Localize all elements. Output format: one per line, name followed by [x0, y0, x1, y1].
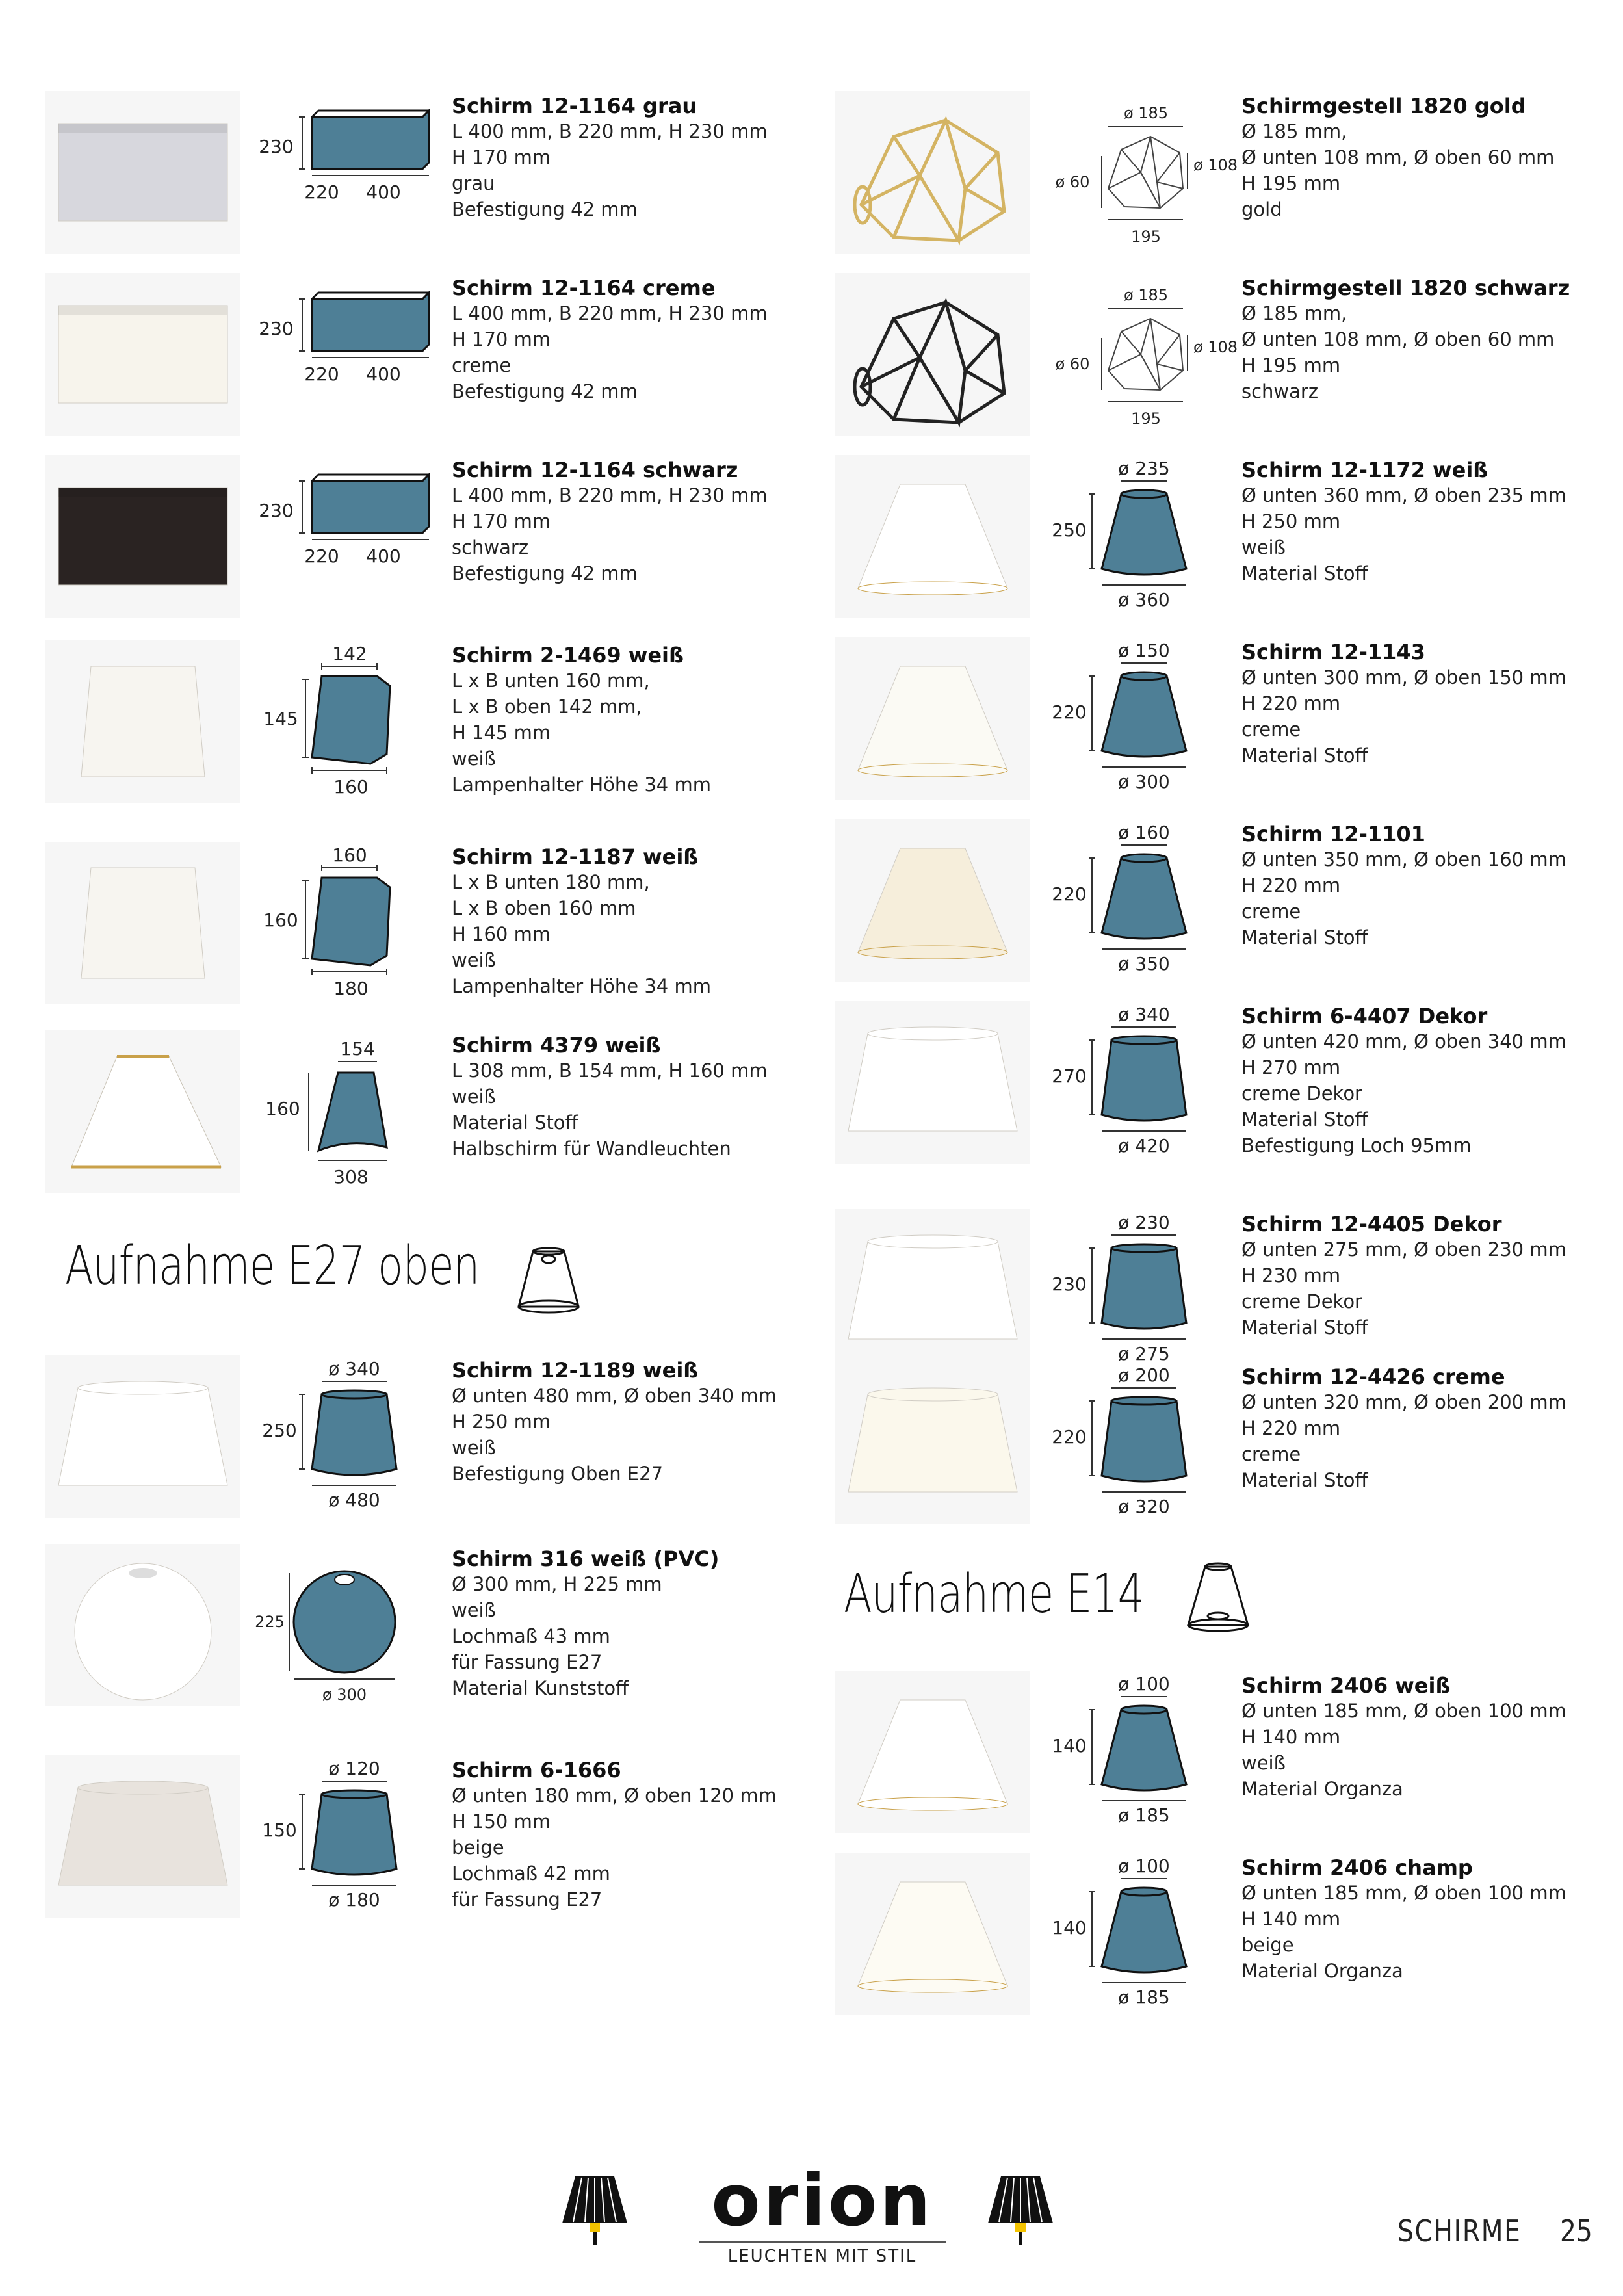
product-item: [45, 842, 838, 1004]
spec-line: L 400 mm, B 220 mm, H 230 mm: [452, 302, 768, 324]
spec-line: grau: [452, 172, 495, 194]
product-specs: [452, 1033, 842, 1162]
product-specs: [1241, 822, 1623, 950]
product-photo: [45, 842, 240, 1004]
product-item: [45, 455, 838, 618]
product-item: [835, 273, 1623, 436]
dimension-diagram: [1037, 637, 1232, 800]
svg-text:220: 220: [304, 545, 339, 567]
spec-line: Ø unten 185 mm, Ø oben 100 mm: [1241, 1882, 1566, 1904]
dimension-diagram: [247, 1544, 442, 1706]
product-item: [45, 1355, 838, 1518]
spec-line: Ø unten 108 mm, Ø oben 60 mm: [1241, 328, 1555, 350]
spec-line: Ø unten 360 mm, Ø oben 235 mm: [1241, 484, 1566, 506]
spec-line: Material Stoff: [452, 1112, 578, 1134]
spec-line: Ø unten 480 mm, Ø oben 340 mm: [452, 1385, 777, 1407]
svg-text:220: 220: [1052, 1426, 1087, 1448]
spec-line: weiß: [452, 949, 496, 971]
spec-line: gold: [1241, 198, 1282, 220]
svg-text:180: 180: [333, 978, 369, 999]
spec-line: creme: [1241, 718, 1301, 740]
spec-line: Material Organza: [1241, 1960, 1403, 1982]
svg-text:220: 220: [304, 181, 339, 203]
spec-line: L x B unten 160 mm,: [452, 670, 650, 692]
product-item: [45, 1755, 838, 1918]
svg-text:ø 180: ø 180: [328, 1889, 380, 1911]
product-photo: [835, 1671, 1030, 1833]
svg-text:230: 230: [1052, 1273, 1087, 1295]
product-specs: [1241, 276, 1623, 404]
spec-line: weiß: [452, 1437, 496, 1459]
product-photo: [835, 1853, 1030, 2015]
spec-line: Lampenhalter Höhe 34 mm: [452, 975, 711, 997]
spec-line: creme: [452, 354, 512, 376]
product-title: Schirm 4379 weiß: [452, 1033, 661, 1058]
svg-text:230: 230: [259, 136, 294, 157]
product-specs: [1241, 458, 1623, 586]
svg-text:400: 400: [366, 363, 401, 385]
svg-text:ø 160: ø 160: [1118, 822, 1170, 843]
spec-line: Halbschirm für Wandleuchten: [452, 1138, 731, 1160]
spec-line: für Fassung E27: [452, 1888, 603, 1911]
dimension-diagram: [1037, 91, 1238, 254]
svg-text:230: 230: [259, 500, 294, 521]
spec-line: H 170 mm: [452, 146, 551, 168]
product-item: [835, 1671, 1623, 1833]
product-title: Schirm 12-4405 Dekor: [1241, 1212, 1502, 1236]
spec-line: L x B oben 160 mm: [452, 897, 636, 919]
product-item: [835, 637, 1623, 800]
spec-line: beige: [1241, 1934, 1294, 1956]
product-title: Schirm 12-1101: [1241, 822, 1425, 846]
svg-text:195: 195: [1131, 228, 1161, 246]
spec-line: weiß: [1241, 536, 1286, 558]
spec-line: Lochmaß 42 mm: [452, 1862, 610, 1885]
svg-text:ø 200: ø 200: [1118, 1364, 1170, 1386]
svg-text:145: 145: [263, 708, 298, 729]
spec-line: Ø unten 275 mm, Ø oben 230 mm: [1241, 1238, 1566, 1260]
spec-line: L x B oben 142 mm,: [452, 696, 642, 718]
dimension-diagram: [1037, 1362, 1232, 1524]
product-specs: [452, 94, 842, 222]
svg-text:140: 140: [1052, 1735, 1087, 1756]
spec-line: Ø unten 350 mm, Ø oben 160 mm: [1241, 848, 1566, 870]
svg-text:140: 140: [1052, 1917, 1087, 1938]
product-specs: [452, 1358, 842, 1487]
dimension-diagram: [1037, 1853, 1232, 2015]
product-title: Schirm 12-1189 weiß: [452, 1358, 699, 1383]
product-item: [45, 1544, 838, 1706]
spec-line: Befestigung 42 mm: [452, 562, 638, 584]
product-item: [835, 455, 1623, 618]
dimension-diagram: [1037, 1671, 1232, 1833]
product-specs: [452, 1758, 842, 1912]
product-photo: [835, 455, 1030, 618]
dimension-diagram: [1037, 455, 1232, 618]
product-title: Schirm 12-1187 weiß: [452, 844, 699, 869]
product-title: Schirm 12-1164 grau: [452, 94, 697, 118]
product-title: Schirm 316 weiß (PVC): [452, 1546, 720, 1571]
spec-line: Befestigung 42 mm: [452, 198, 638, 220]
product-title: Schirm 6-1666: [452, 1758, 621, 1782]
spec-line: weiß: [1241, 1752, 1286, 1774]
product-specs: [1241, 1855, 1623, 1984]
spec-line: H 250 mm: [452, 1411, 551, 1433]
product-item: [45, 273, 838, 436]
svg-text:ø 480: ø 480: [328, 1489, 380, 1511]
product-title: Schirm 2406 champ: [1241, 1855, 1473, 1880]
svg-text:ø 100: ø 100: [1118, 1673, 1170, 1695]
svg-text:270: 270: [1052, 1065, 1087, 1087]
svg-text:195: 195: [1131, 410, 1161, 428]
product-photo: [45, 1355, 240, 1518]
product-title: Schirm 12-1164 creme: [452, 276, 716, 300]
spec-line: Befestigung 42 mm: [452, 380, 638, 402]
svg-text:ø 185: ø 185: [1118, 1805, 1170, 1826]
product-photo: [45, 1544, 240, 1706]
spec-line: H 220 mm: [1241, 1417, 1341, 1439]
spec-line: H 220 mm: [1241, 874, 1341, 896]
svg-text:ø 120: ø 120: [328, 1758, 380, 1779]
svg-text:ø 235: ø 235: [1118, 458, 1170, 479]
svg-text:230: 230: [259, 318, 294, 339]
product-photo: [835, 1209, 1030, 1372]
spec-line: Material Kunststoff: [452, 1677, 629, 1699]
lamp-icon: [559, 2171, 630, 2249]
spec-line: Lochmaß 43 mm: [452, 1625, 610, 1647]
product-item: [45, 640, 838, 803]
spec-line: Material Stoff: [1241, 1108, 1368, 1130]
section-title-e14: Aufnahme E14: [844, 1563, 1144, 1625]
product-title: Schirm 12-1143: [1241, 640, 1425, 664]
spec-line: Befestigung Loch 95mm: [1241, 1134, 1472, 1156]
svg-text:160: 160: [332, 844, 367, 866]
svg-text:ø 60: ø 60: [1055, 173, 1090, 191]
spec-line: Ø unten 320 mm, Ø oben 200 mm: [1241, 1391, 1566, 1413]
svg-text:ø 185: ø 185: [1123, 104, 1169, 122]
svg-text:ø 185: ø 185: [1123, 286, 1169, 304]
spec-line: Material Stoff: [1241, 562, 1368, 584]
product-item: [45, 91, 838, 254]
svg-text:ø 360: ø 360: [1118, 589, 1170, 610]
svg-text:250: 250: [1052, 519, 1087, 541]
product-specs: [1241, 1673, 1623, 1802]
product-specs: [1241, 1212, 1623, 1340]
dimension-diagram: [247, 1030, 442, 1193]
spec-line: H 250 mm: [1241, 510, 1341, 532]
dimension-diagram: [247, 273, 442, 436]
spec-line: creme Dekor: [1241, 1082, 1362, 1104]
spec-line: Material Stoff: [1241, 1469, 1368, 1491]
svg-text:ø 150: ø 150: [1118, 640, 1170, 661]
spec-line: weiß: [452, 748, 496, 770]
spec-line: H 195 mm: [1241, 354, 1341, 376]
svg-text:160: 160: [333, 776, 369, 798]
svg-text:400: 400: [366, 181, 401, 203]
product-photo: [45, 91, 240, 254]
product-title: Schirm 12-1164 schwarz: [452, 458, 738, 482]
product-photo: [835, 819, 1030, 982]
spec-line: Material Stoff: [1241, 926, 1368, 948]
product-item: [835, 91, 1623, 254]
spec-line: H 170 mm: [452, 510, 551, 532]
spec-line: H 140 mm: [1241, 1908, 1341, 1930]
lamp-icon: [985, 2171, 1056, 2249]
svg-text:160: 160: [263, 909, 298, 931]
product-photo: [835, 1362, 1030, 1524]
page-number: 25: [1560, 2213, 1592, 2249]
svg-text:ø 420: ø 420: [1118, 1135, 1170, 1156]
spec-line: Lampenhalter Höhe 34 mm: [452, 774, 711, 796]
product-photo: [835, 273, 1030, 436]
spec-line: Ø unten 108 mm, Ø oben 60 mm: [1241, 146, 1555, 168]
brand-wordmark: orion: [711, 2159, 933, 2242]
spec-line: beige: [452, 1836, 504, 1859]
spec-line: L 308 mm, B 154 mm, H 160 mm: [452, 1060, 768, 1082]
product-specs: [452, 276, 842, 404]
svg-text:154: 154: [340, 1038, 375, 1060]
spec-line: H 230 mm: [1241, 1264, 1341, 1286]
dimension-diagram: [1037, 273, 1238, 436]
spec-line: Ø unten 185 mm, Ø oben 100 mm: [1241, 1700, 1566, 1722]
dimension-diagram: [247, 842, 442, 1004]
svg-text:ø 300: ø 300: [322, 1686, 367, 1704]
product-item: [835, 1853, 1623, 2015]
product-item: [835, 1362, 1623, 1524]
spec-line: L 400 mm, B 220 mm, H 230 mm: [452, 484, 768, 506]
product-title: Schirm 2-1469 weiß: [452, 643, 684, 668]
spec-line: creme: [1241, 900, 1301, 922]
product-photo: [835, 637, 1030, 800]
spec-line: H 270 mm: [1241, 1056, 1341, 1078]
product-photo: [835, 1001, 1030, 1164]
product-title: Schirmgestell 1820 gold: [1241, 94, 1526, 118]
product-item: [835, 819, 1623, 982]
svg-text:ø 275: ø 275: [1118, 1343, 1170, 1364]
product-photo: [45, 1755, 240, 1918]
spec-line: Ø 300 mm, H 225 mm: [452, 1573, 662, 1595]
spec-line: für Fassung E27: [452, 1651, 603, 1673]
spec-line: H 150 mm: [452, 1810, 551, 1833]
spec-line: weiß: [452, 1599, 496, 1621]
lampshade-outline-icon: [1183, 1560, 1254, 1641]
product-item: [835, 1001, 1623, 1164]
svg-text:308: 308: [333, 1166, 369, 1188]
brand-logo: [699, 2159, 946, 2266]
spec-line: H 170 mm: [452, 328, 551, 350]
spec-line: Ø unten 180 mm, Ø oben 120 mm: [452, 1784, 777, 1807]
spec-line: H 160 mm: [452, 923, 551, 945]
section-title-e27: Aufnahme E27 oben: [65, 1235, 480, 1297]
product-item: [45, 1030, 838, 1193]
svg-text:150: 150: [262, 1820, 297, 1841]
svg-text:160: 160: [265, 1098, 300, 1119]
dimension-diagram: [247, 1355, 442, 1518]
product-specs: [1241, 94, 1623, 222]
product-specs: [452, 844, 842, 999]
spec-line: Ø unten 300 mm, Ø oben 150 mm: [1241, 666, 1566, 688]
product-title: Schirm 6-4407 Dekor: [1241, 1004, 1488, 1028]
spec-line: schwarz: [1241, 380, 1319, 402]
dimension-diagram: [247, 1755, 442, 1918]
spec-line: Befestigung Oben E27: [452, 1463, 664, 1485]
spec-line: Material Organza: [1241, 1778, 1403, 1800]
dimension-diagram: [247, 455, 442, 618]
svg-text:ø 100: ø 100: [1118, 1855, 1170, 1877]
product-title: Schirm 12-1172 weiß: [1241, 458, 1488, 482]
spec-line: creme: [1241, 1443, 1301, 1465]
product-specs: [1241, 1364, 1623, 1493]
spec-line: Material Stoff: [1241, 1316, 1368, 1338]
product-photo: [835, 91, 1030, 254]
svg-text:ø 300: ø 300: [1118, 771, 1170, 792]
product-photo: [45, 273, 240, 436]
svg-text:220: 220: [1052, 701, 1087, 723]
spec-line: L x B unten 180 mm,: [452, 871, 650, 893]
spec-line: schwarz: [452, 536, 529, 558]
spec-line: H 145 mm: [452, 722, 551, 744]
product-title: Schirm 12-4426 creme: [1241, 1364, 1505, 1389]
spec-line: Material Stoff: [1241, 744, 1368, 766]
svg-text:ø 350: ø 350: [1118, 953, 1170, 974]
product-photo: [45, 640, 240, 803]
section-label: SCHIRME: [1397, 2213, 1522, 2249]
product-photo: [45, 1030, 240, 1193]
svg-text:ø 60: ø 60: [1055, 355, 1090, 373]
brand-tagline: LEUCHTEN MIT STIL: [699, 2241, 946, 2266]
spec-line: weiß: [452, 1086, 496, 1108]
product-specs: [1241, 640, 1623, 768]
product-title: Schirm 2406 weiß: [1241, 1673, 1451, 1698]
svg-text:ø 340: ø 340: [328, 1358, 380, 1379]
svg-text:ø 108: ø 108: [1193, 338, 1238, 356]
svg-text:ø 320: ø 320: [1118, 1496, 1170, 1517]
svg-text:ø 108: ø 108: [1193, 156, 1238, 174]
svg-text:220: 220: [1052, 883, 1087, 905]
product-title: Schirmgestell 1820 schwarz: [1241, 276, 1570, 300]
spec-line: Ø 185 mm,: [1241, 120, 1347, 142]
spec-line: H 220 mm: [1241, 692, 1341, 714]
spec-line: Ø 185 mm,: [1241, 302, 1347, 324]
svg-text:220: 220: [304, 363, 339, 385]
dimension-diagram: [247, 640, 442, 803]
product-specs: [1241, 1004, 1623, 1158]
svg-text:142: 142: [332, 643, 367, 664]
lampshade-outline-icon: [513, 1245, 585, 1319]
svg-text:225: 225: [255, 1613, 285, 1631]
spec-line: H 140 mm: [1241, 1726, 1341, 1748]
svg-text:250: 250: [262, 1420, 297, 1441]
spec-line: creme Dekor: [1241, 1290, 1362, 1312]
svg-text:ø 185: ø 185: [1118, 1987, 1170, 2008]
spec-line: Ø unten 420 mm, Ø oben 340 mm: [1241, 1030, 1566, 1052]
dimension-diagram: [247, 91, 442, 254]
dimension-diagram: [1037, 1001, 1232, 1164]
svg-text:ø 230: ø 230: [1118, 1212, 1170, 1233]
dimension-diagram: [1037, 819, 1232, 982]
product-specs: [452, 643, 842, 798]
svg-text:400: 400: [366, 545, 401, 567]
spec-line: L 400 mm, B 220 mm, H 230 mm: [452, 120, 768, 142]
product-specs: [452, 1546, 842, 1701]
product-item: [835, 1209, 1623, 1372]
svg-text:ø 340: ø 340: [1118, 1004, 1170, 1025]
dimension-diagram: [1037, 1209, 1232, 1372]
product-photo: [45, 455, 240, 618]
spec-line: H 195 mm: [1241, 172, 1341, 194]
product-specs: [452, 458, 842, 586]
